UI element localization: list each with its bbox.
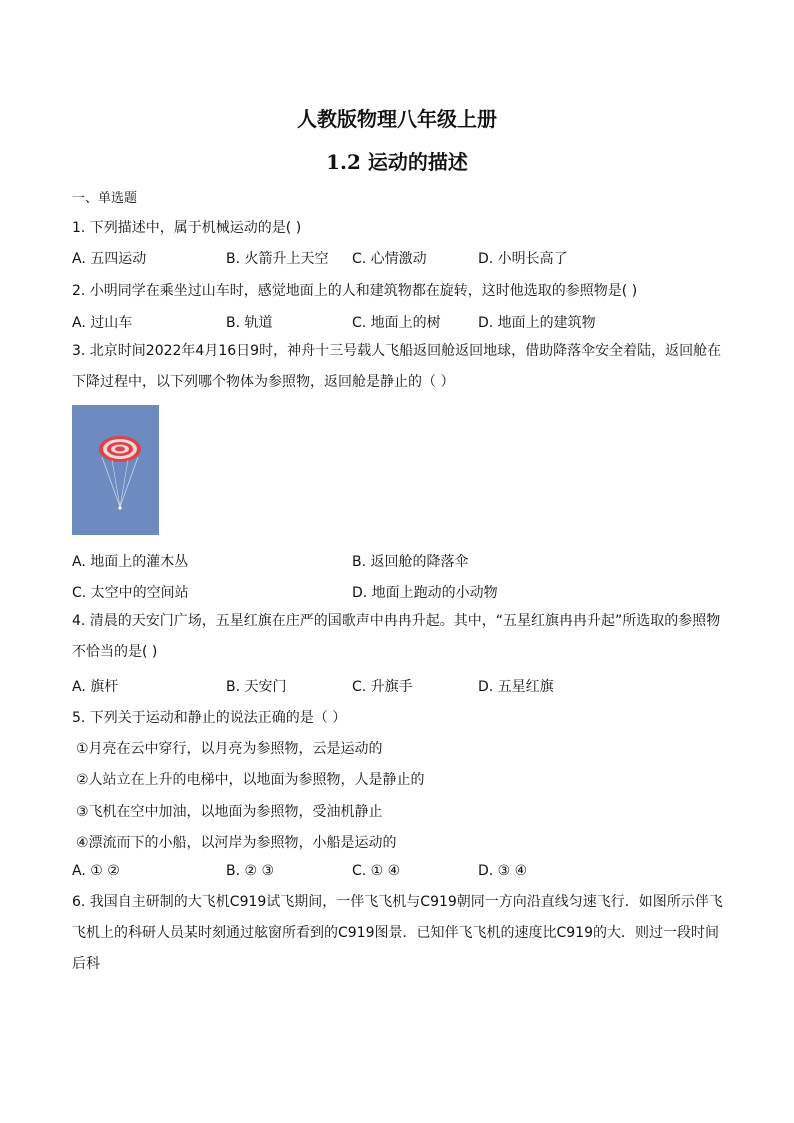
question-3-option-b: B. 返回舱的降落伞: [352, 554, 469, 570]
section-heading: 一、单选题: [72, 191, 138, 206]
question-5-option-d: D. ③ ④: [478, 863, 528, 879]
question-2-option-c: C. 地面上的树: [352, 315, 441, 331]
question-5-statement-4: ④漂流而下的小船，以河岸为参照物，小船是运动的: [76, 835, 397, 851]
question-4-option-b: B. 天安门: [226, 679, 287, 695]
question-3-option-c: C. 太空中的空间站: [72, 585, 189, 601]
question-6-stem: 6. 我国自主研制的大飞机C919试飞期间，一伴飞飞机与C919朝同一方向沿直线匀速飞行．如图所示伴飞飞机上的科研人员某时刻通过舷窗所看到的C919图景．已知伴飞飞机的速度比C919的大．则过一段时间后科: [72, 894, 723, 972]
question-5-stem: 5. 下列关于运动和静止的说法正确的是（ ）: [72, 710, 347, 726]
question-1-stem: 1. 下列描述中，属于机械运动的是( ): [72, 220, 302, 236]
question-2-stem: 2. 小明同学在乘坐过山车时，感觉地面上的人和建筑物都在旋转，这时他选取的参照物是( ): [72, 283, 638, 299]
question-5-statement-3: ③飞机在空中加油，以地面为参照物，受油机静止: [76, 804, 383, 820]
parachute-photo: [72, 405, 159, 535]
parachute-image: [72, 405, 159, 535]
question-3-option-a: A. 地面上的灌木丛: [72, 554, 189, 570]
document-subtitle: 1.2 运动的描述: [326, 150, 468, 174]
question-5-statement-2: ②人站立在上升的电梯中，以地面为参照物，人是静止的: [76, 772, 425, 788]
question-2-option-a: A. 过山车: [72, 315, 133, 331]
question-2-option-d: D. 地面上的建筑物: [478, 315, 596, 331]
question-1-option-b: B. 火箭升上天空: [226, 251, 329, 267]
document-title: 人教版物理八年级上册: [297, 107, 497, 131]
question-3-stem: 3. 北京时间2022年4月16日9时，神舟十三号载人飞船返回舱返回地球，借助降落伞安全着陆，返回舱在下降过程中，以下列哪个物体为参照物，返回舱是静止的（ ）: [72, 343, 722, 390]
question-4-option-d: D. 五星红旗: [478, 679, 554, 695]
question-5-statement-1: ①月亮在云中穿行，以月亮为参照物，云是运动的: [76, 741, 383, 757]
question-5-option-b: B. ② ③: [226, 863, 275, 879]
question-2-option-b: B. 轨道: [226, 315, 273, 331]
question-1-option-a: A. 五四运动: [72, 251, 147, 267]
question-4-stem: 4. 清晨的天安门广场，五星红旗在庄严的国歌声中冉冉升起。其中，“五星红旗冉冉升起”所选取的参照物不恰当的是( ): [72, 613, 721, 660]
question-4-option-a: A. 旗杆: [72, 679, 119, 695]
question-5-option-a: A. ① ②: [72, 863, 120, 879]
question-1-option-d: D. 小明长高了: [478, 251, 568, 267]
question-5-option-c: C. ① ④: [352, 863, 401, 879]
question-3-option-d: D. 地面上跑动的小动物: [352, 585, 498, 601]
question-1-option-c: C. 心情激动: [352, 251, 427, 267]
question-4-option-c: C. 升旗手: [352, 679, 413, 695]
